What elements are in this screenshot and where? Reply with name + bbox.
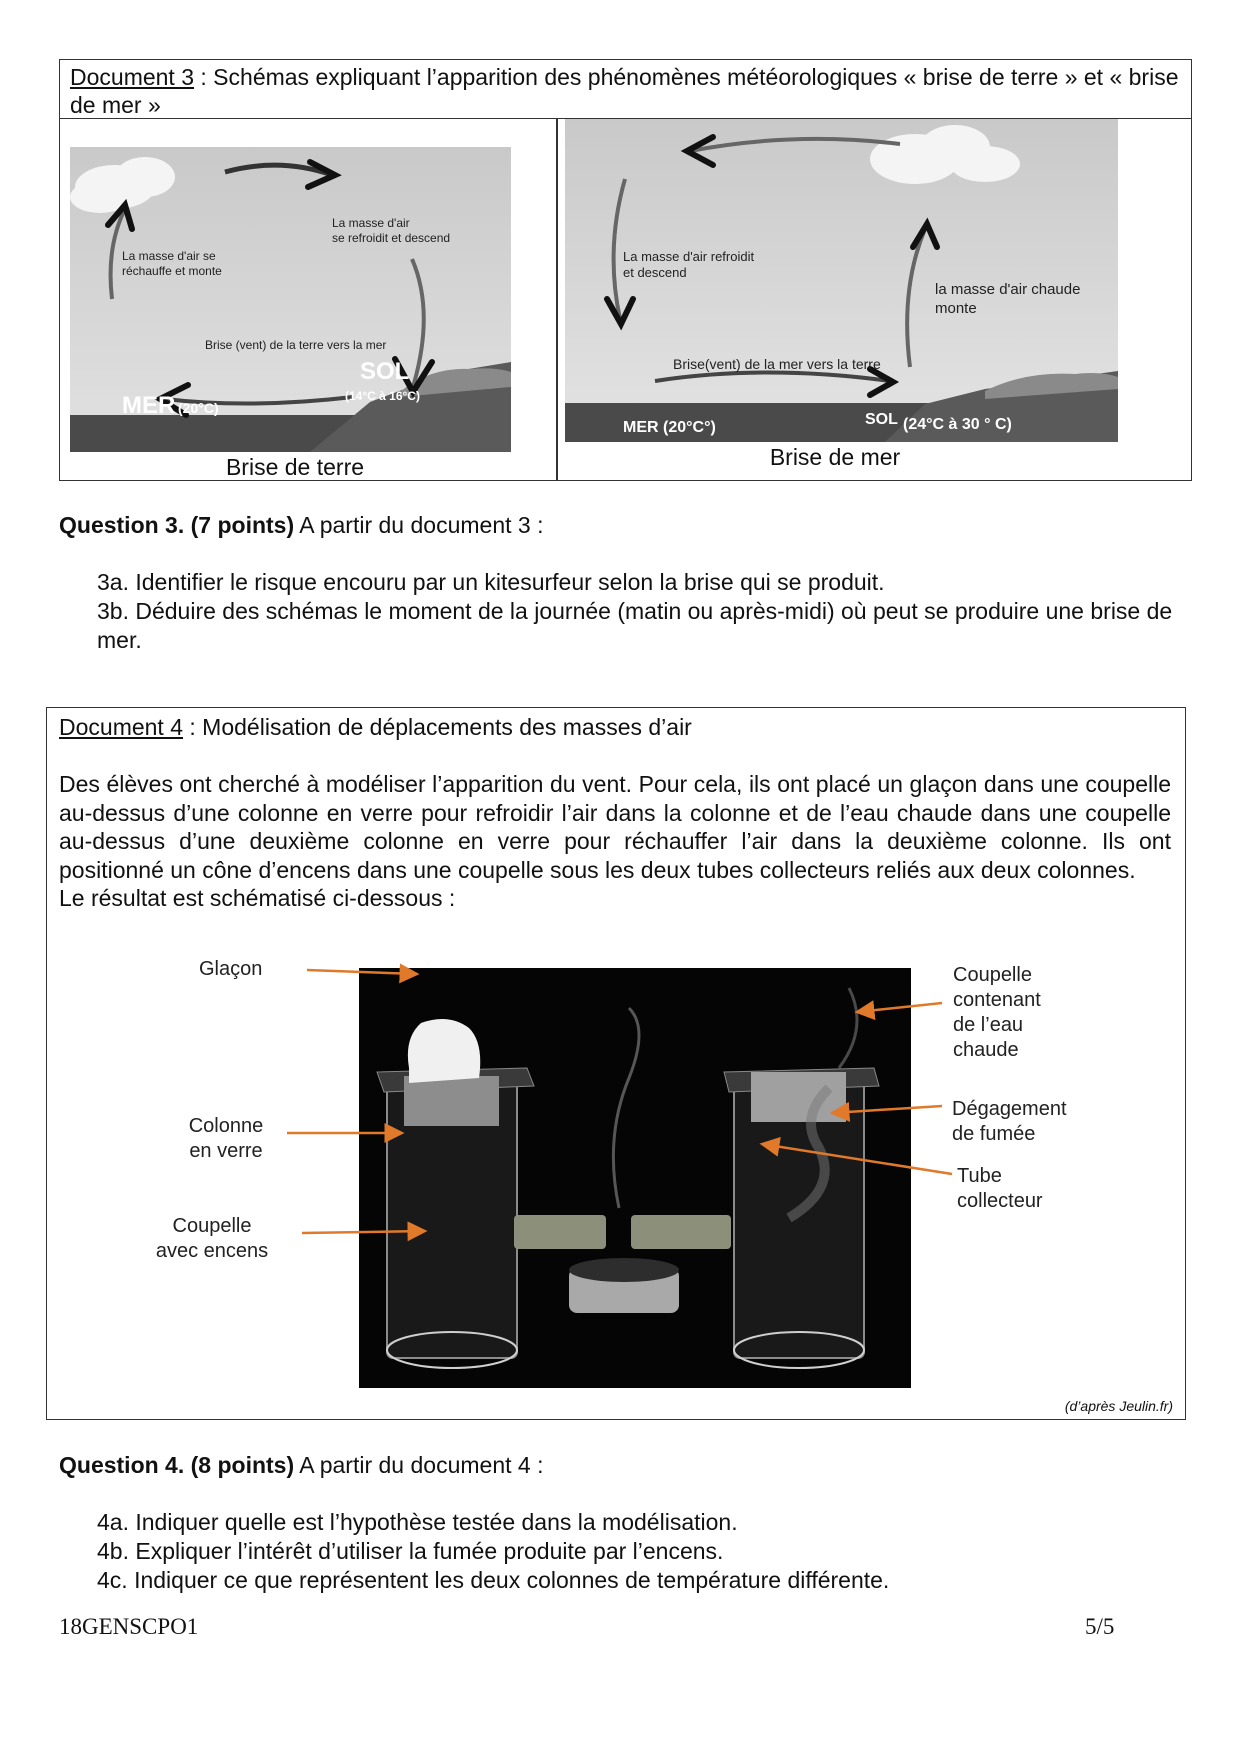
question-4c: 4c. Indiquer ce que représentent les deux colonnes de température différente. — [97, 1567, 890, 1593]
label-encens-line1: Coupelle — [172, 1215, 252, 1237]
brise-de-mer-svg — [565, 119, 1118, 442]
label-glacon: Glaçon — [199, 958, 263, 980]
label-encens-line2: avec encens — [155, 1240, 269, 1262]
question-4-heading — [59, 1451, 543, 1480]
label-fumee-line1: Dégagement — [952, 1098, 1067, 1120]
label-fumee-line2: de fumée — [952, 1123, 1036, 1145]
terre-sink-label-1: La masse d'air — [332, 216, 410, 230]
document-4-paragraph-1: Des élèves ont cherché à modéliser l’apparition du vent. Pour cela, ils ont placé un glaçon dans une coupelle au-dessus d’une colonne en verre pour refroidir l’air dans la colonne et de l’eau chaude dans une coupelle au-dessus d’une deuxième colonne en verre pour réchauffer l’air dans la deuxième colonne. Ils ont positionné un cône d’encens dans une coupelle sous les deux tubes collecteurs reliés aux deux colonnes. — [59, 771, 1171, 883]
table-divider — [556, 119, 558, 480]
document-3-title: : Schémas expliquant l’apparition des phénomènes météorologiques « brise de terre » et « brise de mer » — [70, 64, 1179, 118]
document-4-label: Document 4 — [59, 714, 184, 740]
brise-de-terre-svg — [70, 147, 511, 452]
brise-de-mer-diagram — [565, 119, 1118, 442]
question-3-points: (7 points) — [190, 512, 295, 538]
document-4-box — [46, 707, 1186, 1420]
document-4-title: : Modélisation de déplacements des masses d’air — [183, 714, 692, 740]
terre-rise-label-1: La masse d'air se — [122, 249, 216, 263]
label-eau-line1: Coupelle — [953, 964, 1032, 986]
mer-rise-label-2: monte — [935, 300, 977, 317]
label-eau-line4: chaude — [953, 1039, 1019, 1061]
label-tube-line2: collecteur — [957, 1190, 1043, 1212]
question-3b: 3b. Déduire des schémas le moment de la journée (matin ou après-midi) où peut se produire une brise de mer. — [97, 598, 1173, 653]
question-3a: 3a. Identifier le risque encouru par un kitesurfeur selon la brise qui se produit. — [97, 569, 885, 595]
brise-de-terre-caption: Brise de terre — [225, 454, 365, 480]
mer-wind-label: Brise(vent) de la mer vers la terre — [673, 356, 881, 372]
terre-sink-label-2: se refroidit et descend — [332, 231, 451, 245]
question-4-intro: A partir du document 4 : — [294, 1452, 544, 1478]
document-3-header — [60, 60, 1191, 119]
mer-sol-temp: (24°C à 30 ° C) — [903, 416, 1012, 433]
source-credit: (d’après Jeulin.fr) — [1064, 1398, 1173, 1414]
label-eau-line3: de l’eau — [953, 1014, 1024, 1036]
label-tube-line1: Tube — [957, 1165, 1002, 1187]
terre-rise-label-2: réchauffe et monte — [122, 264, 222, 278]
label-colonne-line1: Colonne — [188, 1115, 264, 1137]
mer-sink-label-1: La masse d'air refroidit — [623, 249, 755, 264]
terre-sol-label: SOL — [360, 358, 410, 385]
terre-wind-label: Brise (vent) de la terre vers la mer — [205, 338, 387, 352]
footer-exam-code: 18GENSCPO1 — [59, 1614, 199, 1639]
mer-rise-label-1: la masse d'air chaude — [935, 281, 1081, 298]
question-4a: 4a. Indiquer quelle est l’hypothèse testée dans la modélisation. — [97, 1509, 738, 1535]
mer-sink-label-2: et descend — [623, 265, 687, 280]
terre-mer-label: MER — [122, 392, 176, 419]
document-4-paragraph-2: Le résultat est schématisé ci-dessous : — [59, 885, 456, 911]
document-3-table — [59, 59, 1192, 481]
question-4-title: Question 4. — [59, 1452, 185, 1478]
brise-de-mer-caption: Brise de mer — [769, 444, 901, 470]
label-colonne-line2: en verre — [189, 1140, 263, 1162]
question-4b: 4b. Expliquer l’intérêt d’utiliser la fumée produite par l’encens. — [97, 1538, 724, 1564]
footer-page-number: 5/5 — [1085, 1614, 1115, 1639]
mer-mer-label: MER (20°C°) — [623, 419, 716, 436]
question-3-heading: Question 3. (7 points) A partir du document 3 : — [59, 512, 544, 538]
question-3-intro: A partir du document 3 : — [294, 512, 544, 538]
brise-de-terre-diagram — [70, 147, 511, 452]
mer-sol-label: SOL — [865, 411, 898, 428]
terre-sol-temp: (14°C à 16°C) — [345, 389, 420, 403]
terre-mer-temp: (20°C) — [178, 400, 219, 416]
label-arrows — [47, 708, 1187, 1421]
document-3-label: Document 3 — [70, 64, 195, 90]
question-3-title: Question 3 — [59, 512, 178, 538]
question-4-points: (8 points) — [190, 1452, 295, 1478]
label-eau-line2: contenant — [953, 989, 1041, 1011]
